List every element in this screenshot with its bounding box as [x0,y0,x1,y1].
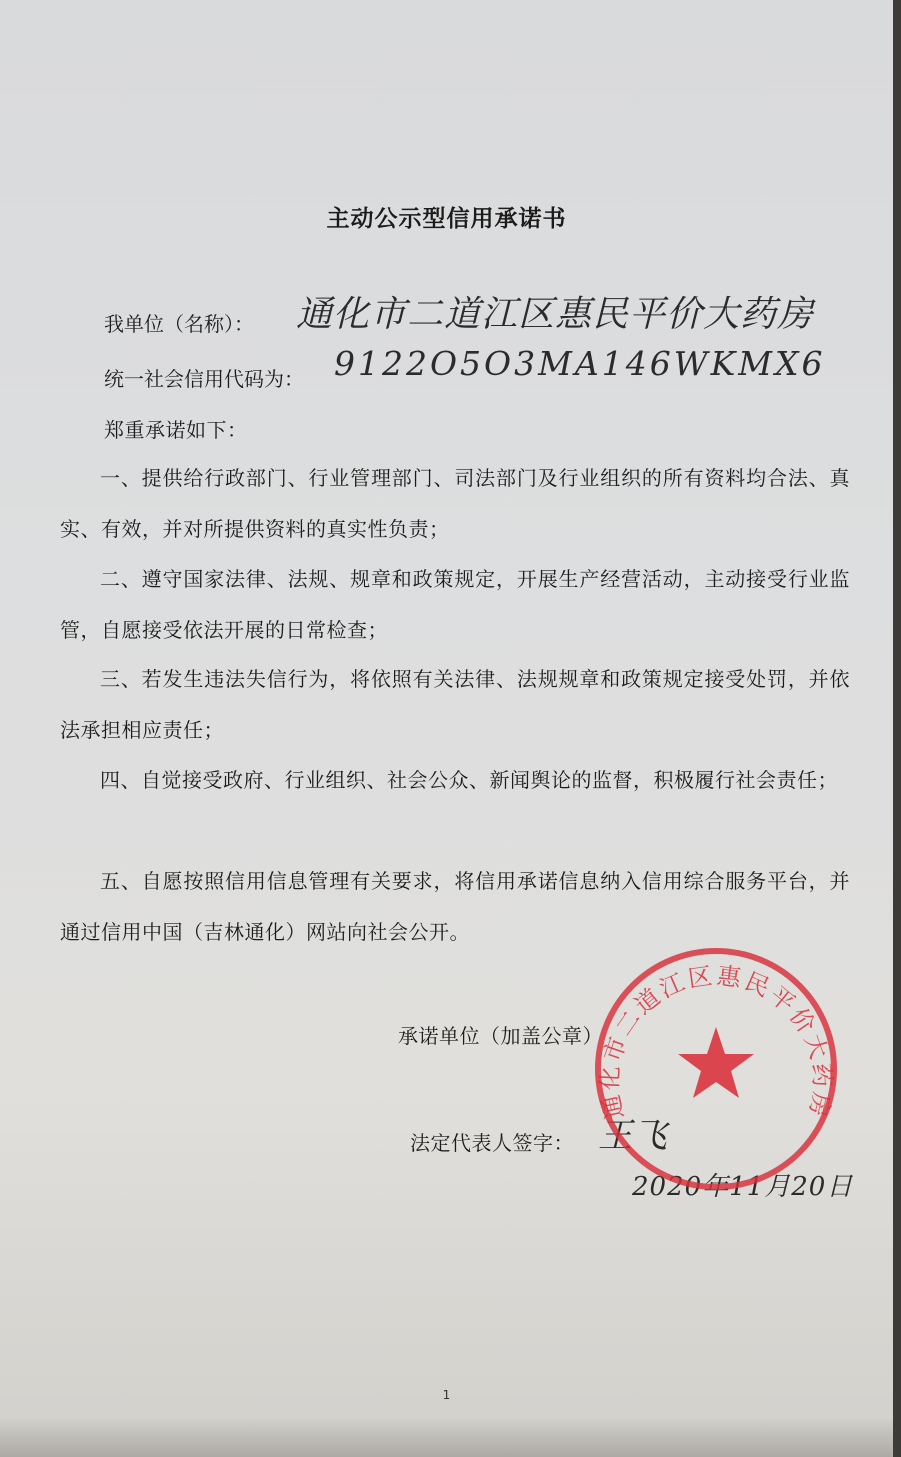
seal-text: 通化市二道江区惠民平价大药房 [595,961,837,1123]
official-seal [582,935,850,1203]
page-title: 主动公示型信用承诺书 [326,206,567,232]
pledge-item-5: 五、自愿按照信用信息管理有关要求，将信用承诺信息纳入信用综合服务平台，并通过信用中国（吉林通化）网站向社会公开。 [60,869,850,944]
pledge-item-2: 二、遵守国家法律、法规、规章和政策规定，开展生产经营活动，主动接受行业监管，自愿接受依法开展的日常检查； [60,567,850,642]
handwritten-date: 2020年11月20日 [632,1172,854,1202]
credit-code-handwritten: 9122O5O3MA146WKMX6 [334,344,826,383]
pledge-item-1: 一、提供给行政部门、行业管理部门、司法部门及行业组织的所有资料均合法、真实、有效，并对所提供资料的真实性负责； [60,466,850,541]
representative-label: 法定代表人签字： [410,1131,574,1155]
paper-bottom-shadow [0,1417,893,1457]
pledge-item-4: 四、自觉接受政府、行业组织、社会公众、新闻舆论的监督，积极履行社会责任； [100,768,838,792]
pledge-intro: 郑重承诺如下： [104,418,248,442]
page-number: 1 [442,1388,451,1402]
unit-name-label: 我单位（名称）： [104,312,254,336]
credit-code-label: 统一社会信用代码为： [104,367,304,391]
unit-name-handwritten: 通化市二道江区惠民平价大药房 [296,294,815,335]
seal-star-icon [678,1027,754,1098]
seal-label: 承诺单位（加盖公章） [398,1024,603,1048]
representative-signature: 王飞 [598,1116,668,1156]
pledge-item-3: 三、若发生违法失信行为，将依照有关法律、法规规章和政策规定接受处罚，并依法承担相应责任； [60,667,850,742]
